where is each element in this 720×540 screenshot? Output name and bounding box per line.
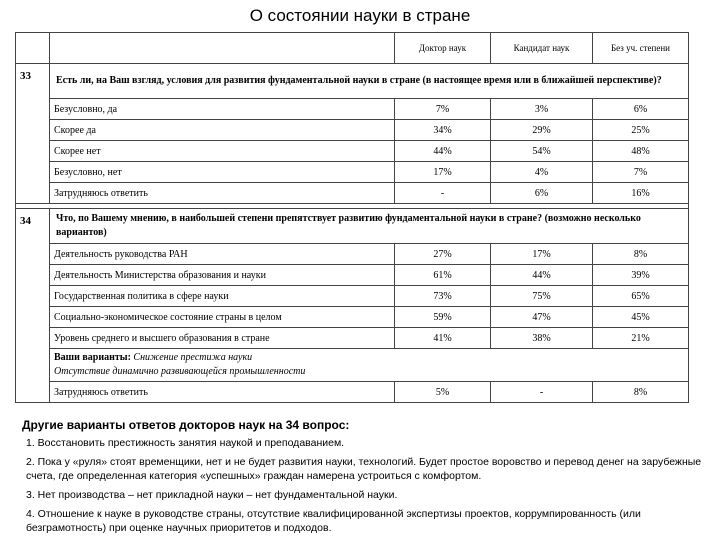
table-row [16, 141, 689, 162]
value-no-degree: 65% [593, 286, 689, 307]
table-row [16, 99, 689, 120]
other-variants-label: Ваши варианты: [54, 352, 131, 363]
question-number: 34 [16, 209, 50, 403]
question-33-row [16, 64, 689, 99]
value-no-degree: 25% [593, 120, 689, 141]
header-row [16, 33, 689, 64]
value-candidate: 4% [491, 162, 593, 183]
value-candidate: 75% [491, 286, 593, 307]
header-blank-num [16, 33, 50, 64]
other-variant-1: Снижение престижа науки [133, 352, 253, 363]
value-no-degree: 8% [593, 382, 689, 403]
value-no-degree: 7% [593, 162, 689, 183]
answer-label: Деятельность Министерства образования и науки [50, 265, 395, 286]
variant-item: 4. Отношение к науке в руководстве страны, отсутствие квалифицированной экспертизы проектов, коррумпированность (или безграмотность) при оценке научных приоритетов и подходов. [26, 508, 641, 534]
value-candidate: 44% [491, 265, 593, 286]
answer-label: Безусловно, да [50, 99, 395, 120]
value-candidate: 38% [491, 328, 593, 349]
value-doctor: 5% [395, 382, 491, 403]
answer-label: Скорее да [50, 120, 395, 141]
value-candidate: 47% [491, 307, 593, 328]
other-variants-row [16, 349, 689, 382]
variant-item: 3. Нет производства – нет прикладной науки – нет фундаментальной науки. [26, 489, 398, 501]
value-no-degree: 16% [593, 183, 689, 204]
value-candidate: 29% [491, 120, 593, 141]
value-doctor: 73% [395, 286, 491, 307]
column-header-no-degree: Без уч. степени [593, 33, 689, 64]
header-blank-label [50, 33, 395, 64]
variant-item: 1. Восстановить престижность занятия наукой и преподаванием. [26, 437, 345, 449]
answer-label: Безусловно, нет [50, 162, 395, 183]
value-doctor: 41% [395, 328, 491, 349]
value-no-degree: 6% [593, 99, 689, 120]
value-candidate: 3% [491, 99, 593, 120]
value-candidate: 54% [491, 141, 593, 162]
value-candidate: 17% [491, 244, 593, 265]
value-doctor: 34% [395, 120, 491, 141]
value-no-degree: 21% [593, 328, 689, 349]
value-doctor: 27% [395, 244, 491, 265]
question-text: Есть ли, на Ваш взгляд, условия для развития фундаментальной науки в стране (в настоящее время или в ближайшей перспективе)? [50, 64, 689, 99]
value-doctor: 17% [395, 162, 491, 183]
table-row [16, 162, 689, 183]
page-title: О состоянии науки в стране [249, 6, 471, 25]
answer-label: Уровень среднего и высшего образования в стране [50, 328, 395, 349]
table-row [16, 382, 689, 403]
variants-heading: Другие варианты ответов докторов наук на 34 вопрос: [22, 418, 350, 432]
variants-list [26, 436, 706, 540]
question-34-row [16, 209, 689, 244]
other-variants-cell [50, 349, 689, 382]
survey-table [15, 32, 689, 403]
value-no-degree: 39% [593, 265, 689, 286]
value-no-degree: 48% [593, 141, 689, 162]
table-row [16, 244, 689, 265]
answer-label: Деятельность руководства РАН [50, 244, 395, 265]
table-row [16, 183, 689, 204]
value-doctor: 44% [395, 141, 491, 162]
answer-label: Скорее нет [50, 141, 395, 162]
table-row [16, 307, 689, 328]
variant-item: 2. Пока у «руля» стоят временщики, нет и не будет развития науки, технологий. Будет простое воровство и перевод денег на зарубежные счета, где определенная категория «успешных» граждан намерена устроиться с комфортом. [26, 456, 702, 482]
value-no-degree: 45% [593, 307, 689, 328]
question-number: 33 [16, 64, 50, 204]
column-header-candidate: Кандидат наук [491, 33, 593, 64]
answer-label: Социально-экономическое состояние страны в целом [50, 307, 395, 328]
table-row [16, 286, 689, 307]
value-no-degree: 8% [593, 244, 689, 265]
answer-label: Затрудняюсь ответить [50, 382, 395, 403]
value-doctor: 7% [395, 99, 491, 120]
column-header-doctor: Доктор наук [395, 33, 491, 64]
question-text: Что, по Вашему мнению, в наибольшей степени препятствует развитию фундаментальной науки в стране? (возможно несколько вариантов) [50, 209, 689, 244]
table-row [16, 120, 689, 141]
other-variant-2: Отсутствие динамично развивающейся промышленности [54, 366, 306, 377]
answer-label: Государственная политика в сфере науки [50, 286, 395, 307]
value-doctor: 59% [395, 307, 491, 328]
answer-label: Затрудняюсь ответить [50, 183, 395, 204]
table-row [16, 328, 689, 349]
table-row [16, 265, 689, 286]
value-doctor: - [395, 183, 491, 204]
value-candidate: 6% [491, 183, 593, 204]
value-doctor: 61% [395, 265, 491, 286]
value-candidate: - [491, 382, 593, 403]
